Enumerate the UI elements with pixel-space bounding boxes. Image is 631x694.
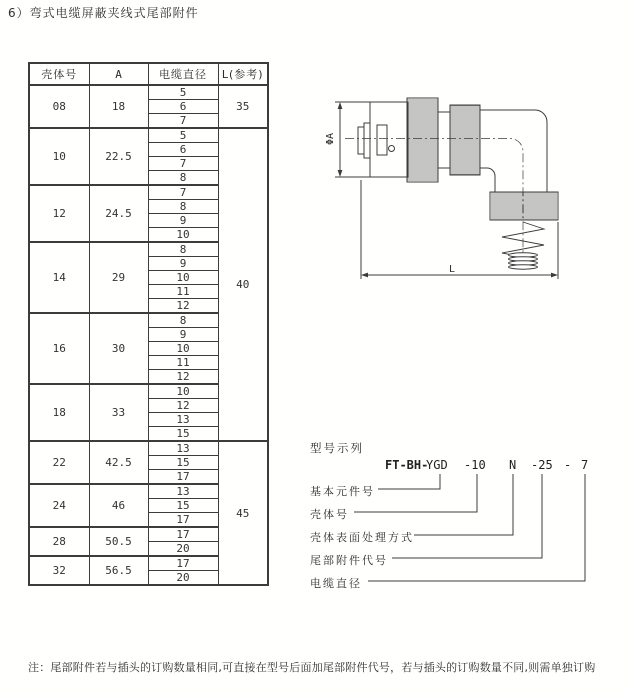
cell-cable-diameter: 15 bbox=[148, 456, 218, 470]
cell-cable-diameter: 12 bbox=[148, 299, 218, 314]
cell-cable-diameter: 10 bbox=[148, 384, 218, 399]
cell-cable-diameter: 9 bbox=[148, 328, 218, 342]
cell-cable-diameter: 12 bbox=[148, 370, 218, 385]
cell-cable-diameter: 17 bbox=[148, 513, 218, 528]
footnote: 注：尾部附件若与插头的订购数量相同,可直接在型号后面加尾部附件代号，若与插头的订购数量不同,则需单独订购 bbox=[28, 661, 596, 674]
cell-shell-number: 10 bbox=[29, 128, 89, 185]
code-accessory: -25 bbox=[531, 458, 553, 472]
cell-cable-diameter: 12 bbox=[148, 399, 218, 413]
cell-a-value: 56.5 bbox=[89, 556, 148, 585]
polarizing-slot bbox=[377, 125, 387, 155]
col-header-cable-diameter: 电缆直径 bbox=[148, 63, 218, 85]
label-basic-component: 基本元件号 bbox=[310, 485, 375, 498]
cell-a-value: 30 bbox=[89, 313, 148, 384]
cell-shell-number: 22 bbox=[29, 441, 89, 484]
cell-a-value: 29 bbox=[89, 242, 148, 313]
cell-a-value: 22.5 bbox=[89, 128, 148, 185]
cell-l-reference: 40 bbox=[218, 128, 268, 441]
cell-cable-diameter: 17 bbox=[148, 527, 218, 542]
cell-cable-diameter: 8 bbox=[148, 242, 218, 257]
model-example-title: 型号示列 bbox=[310, 441, 364, 455]
connector-drawing bbox=[325, 85, 580, 285]
label-surface-finish: 壳体表面处理方式 bbox=[310, 531, 414, 544]
index-hole bbox=[389, 146, 395, 152]
cell-cable-diameter: 9 bbox=[148, 257, 218, 271]
clamp-nut-knurl bbox=[490, 192, 558, 220]
label-tail-accessory: 尾部附件代号 bbox=[310, 554, 388, 567]
spec-table bbox=[28, 62, 269, 586]
dim-phi-a bbox=[335, 102, 373, 177]
table-row bbox=[29, 85, 268, 100]
cell-cable-diameter: 13 bbox=[148, 441, 218, 456]
cell-cable-diameter: 15 bbox=[148, 499, 218, 513]
elbow-bend bbox=[480, 110, 547, 192]
code-cable-diameter: 7 bbox=[581, 458, 589, 472]
code-separator: - bbox=[564, 458, 572, 472]
col-header-a: A bbox=[89, 63, 148, 85]
cell-cable-diameter: 8 bbox=[148, 171, 218, 186]
cell-cable-diameter: 20 bbox=[148, 542, 218, 557]
code-finish: N bbox=[509, 458, 517, 472]
leader-lines bbox=[340, 455, 600, 590]
cell-a-value: 33 bbox=[89, 384, 148, 441]
cell-a-value: 50.5 bbox=[89, 527, 148, 556]
cell-shell-number: 14 bbox=[29, 242, 89, 313]
cell-shell-number: 28 bbox=[29, 527, 89, 556]
cell-cable-diameter: 11 bbox=[148, 356, 218, 370]
cell-cable-diameter: 10 bbox=[148, 271, 218, 285]
table-row bbox=[29, 128, 268, 143]
cell-cable-diameter: 7 bbox=[148, 157, 218, 171]
rear-knurl bbox=[450, 105, 480, 175]
code-basic-component: YGD bbox=[426, 458, 448, 472]
cell-cable-diameter: 6 bbox=[148, 143, 218, 157]
spec-table-body bbox=[29, 85, 268, 585]
cell-cable-diameter: 9 bbox=[148, 214, 218, 228]
cell-cable-diameter: 13 bbox=[148, 484, 218, 499]
cell-a-value: 46 bbox=[89, 484, 148, 527]
section-title: 6）弯式电缆屏蔽夹线式尾部附件 bbox=[8, 6, 199, 20]
label-cable-diameter: 电缆直径 bbox=[310, 577, 362, 590]
cell-cable-diameter: 7 bbox=[148, 185, 218, 200]
cell-cable-diameter: 5 bbox=[148, 128, 218, 143]
col-header-shell: 壳体号 bbox=[29, 63, 89, 85]
cell-shell-number: 08 bbox=[29, 85, 89, 128]
connector-body bbox=[358, 102, 408, 177]
cell-a-value: 42.5 bbox=[89, 441, 148, 484]
cell-cable-diameter: 15 bbox=[148, 427, 218, 442]
cell-cable-diameter: 17 bbox=[148, 556, 218, 571]
cell-cable-diameter: 8 bbox=[148, 200, 218, 214]
cell-a-value: 24.5 bbox=[89, 185, 148, 242]
cell-cable-diameter: 7 bbox=[148, 114, 218, 129]
label-shell-size: 壳体号 bbox=[310, 508, 349, 521]
coupling-ring-knurl bbox=[407, 98, 438, 182]
cell-shell-number: 32 bbox=[29, 556, 89, 585]
cell-cable-diameter: 11 bbox=[148, 285, 218, 299]
cell-cable-diameter: 13 bbox=[148, 413, 218, 427]
code-shell-size: -10 bbox=[464, 458, 486, 472]
cell-shell-number: 18 bbox=[29, 384, 89, 441]
cell-shell-number: 16 bbox=[29, 313, 89, 384]
cell-shell-number: 12 bbox=[29, 185, 89, 242]
col-header-l-ref: L(参考) bbox=[218, 63, 268, 85]
cell-a-value: 18 bbox=[89, 85, 148, 128]
cell-cable-diameter: 5 bbox=[148, 85, 218, 100]
cell-cable-diameter: 6 bbox=[148, 100, 218, 114]
dim-l-label: L bbox=[448, 264, 456, 275]
dim-phi-a-label: ΦA bbox=[325, 132, 336, 146]
table-row bbox=[29, 441, 268, 456]
cell-l-reference: 45 bbox=[218, 441, 268, 585]
cell-cable-diameter: 20 bbox=[148, 571, 218, 586]
cell-shell-number: 24 bbox=[29, 484, 89, 527]
cell-cable-diameter: 17 bbox=[148, 470, 218, 485]
cell-cable-diameter: 8 bbox=[148, 313, 218, 328]
table-header-row bbox=[29, 63, 268, 85]
cell-l-reference: 35 bbox=[218, 85, 268, 128]
body-neck bbox=[438, 112, 450, 168]
code-series: FT-BH- bbox=[385, 458, 429, 472]
cell-cable-diameter: 10 bbox=[148, 228, 218, 243]
cell-cable-diameter: 10 bbox=[148, 342, 218, 356]
